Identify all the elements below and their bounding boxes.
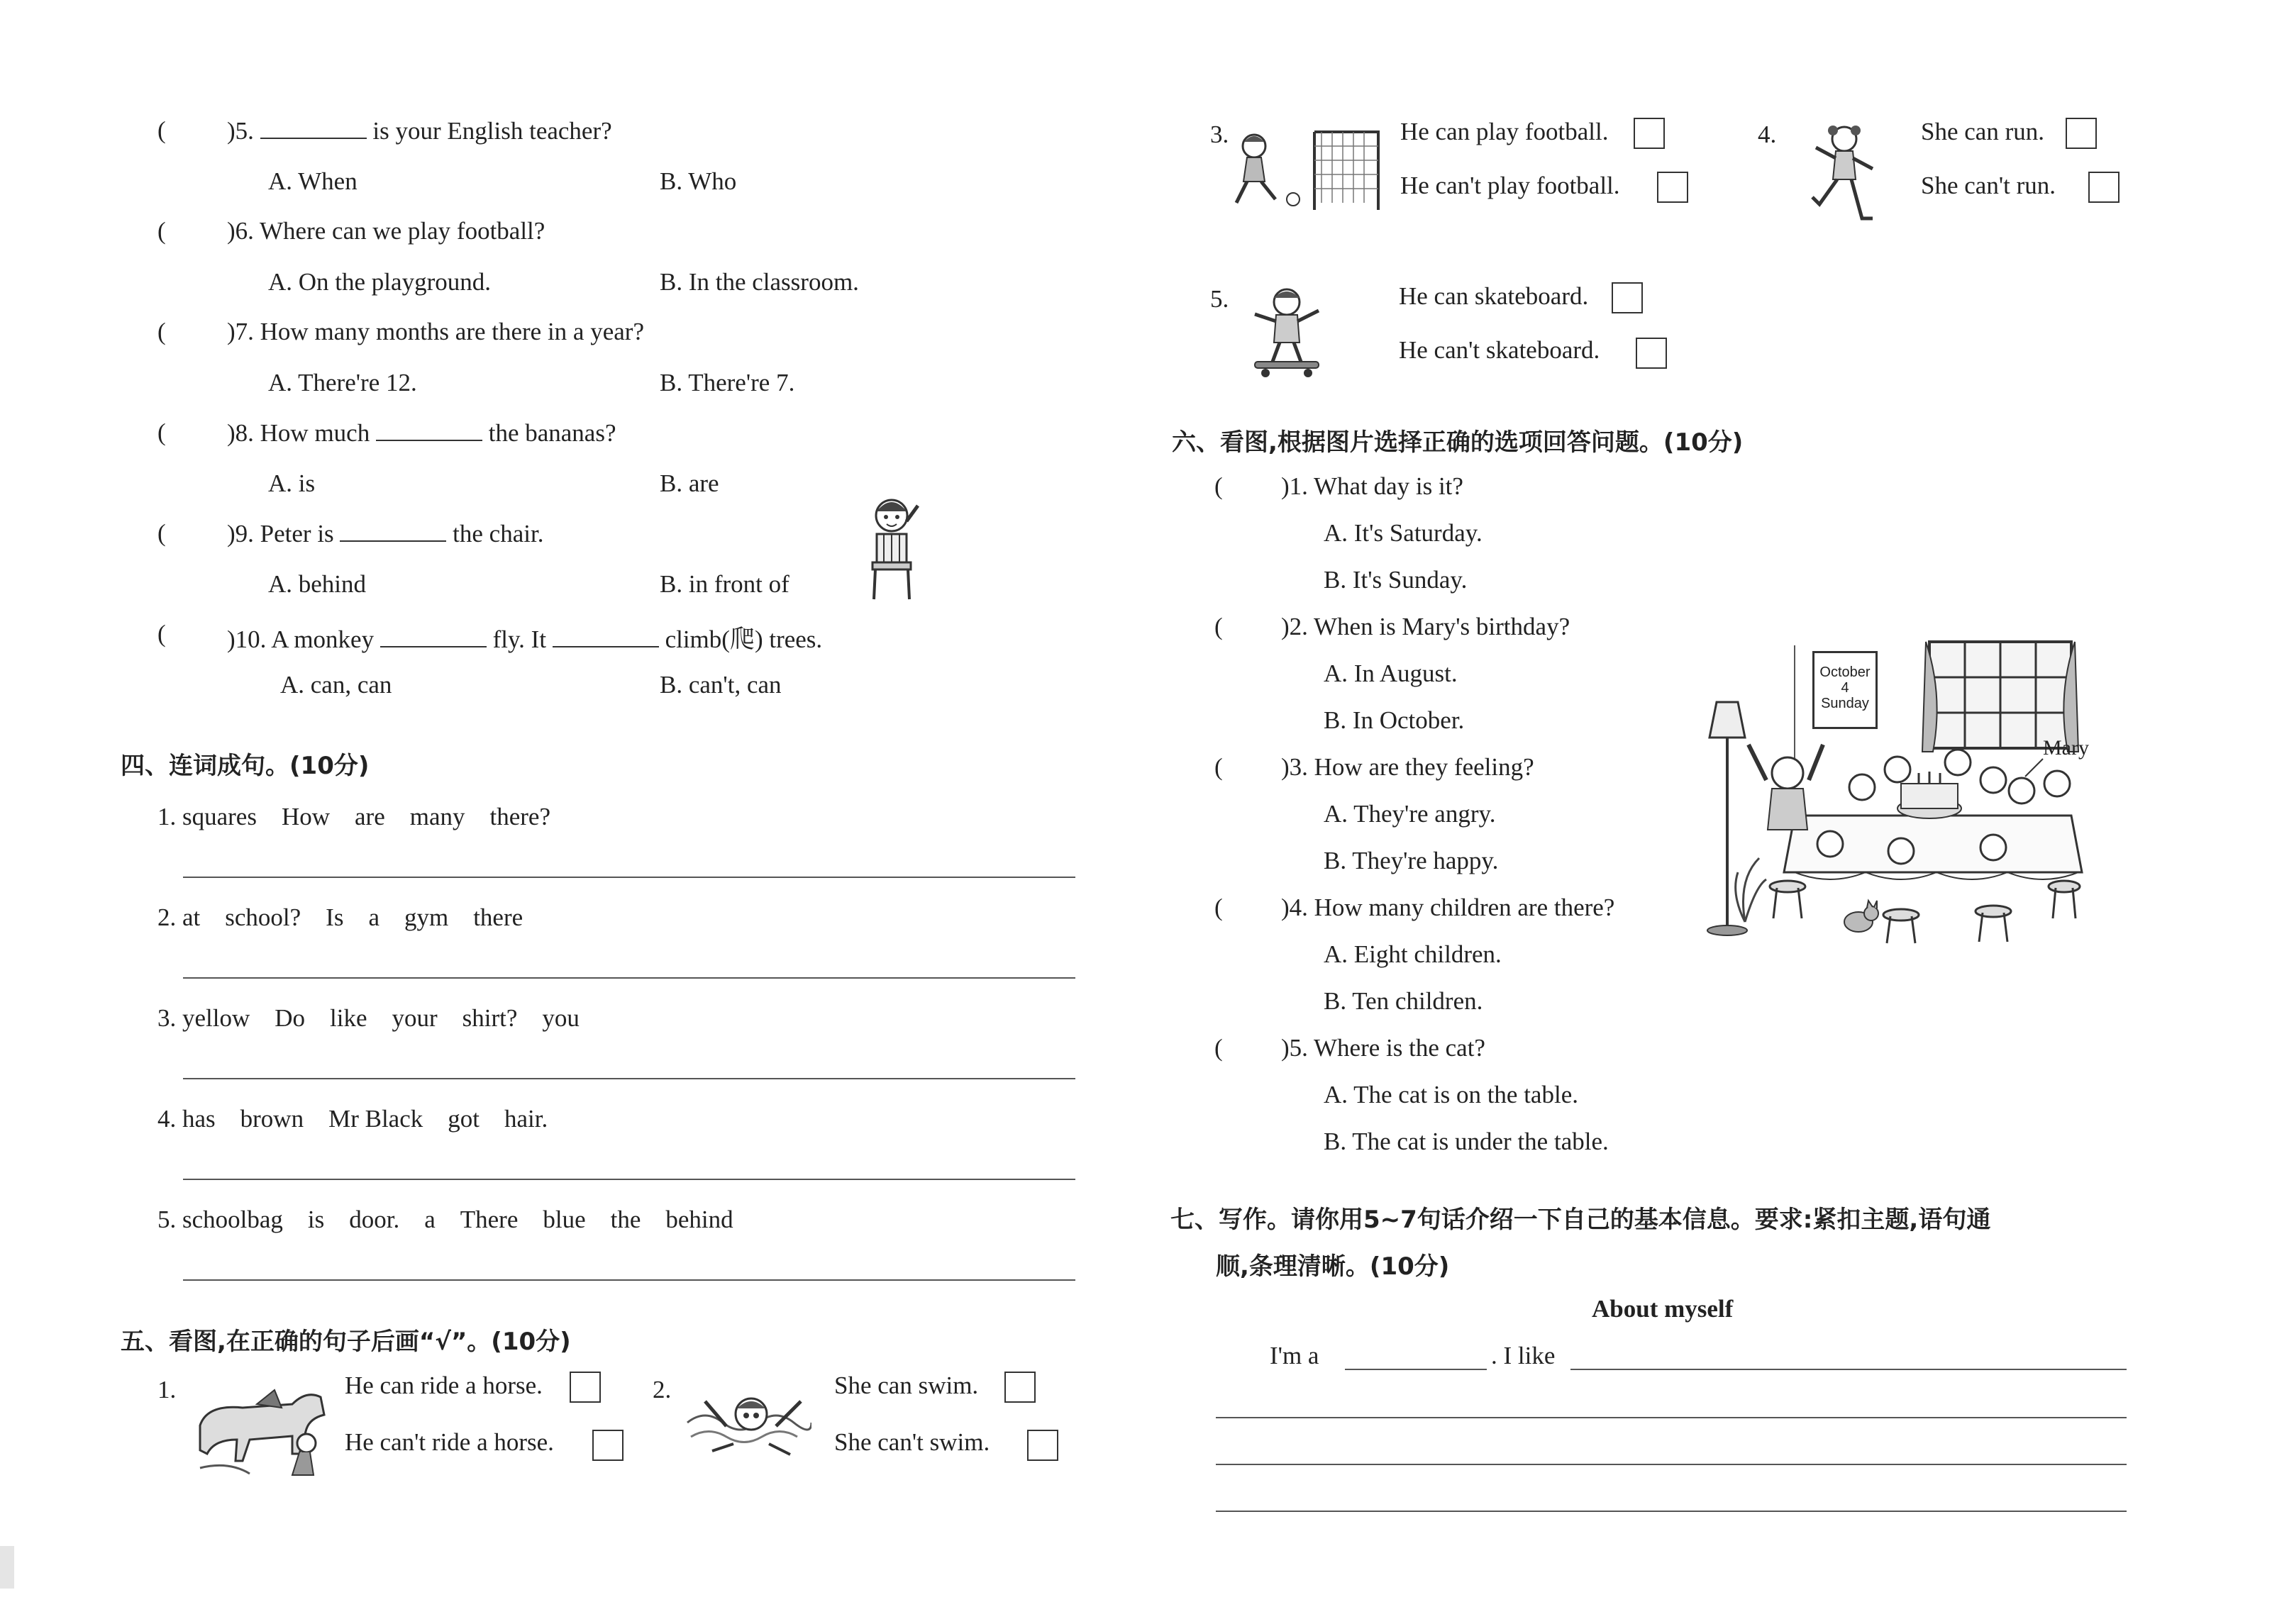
section-title: 七、写作。请你用5~7句话介绍一下自己的基本信息。要求:紧扣主题,语句通 — [1170, 1206, 1991, 1234]
tick-box[interactable] — [1027, 1430, 1058, 1461]
fill-blank[interactable] — [380, 625, 487, 647]
option-a[interactable]: A. On the playground. — [268, 268, 491, 296]
answer-paren: ( — [157, 217, 166, 245]
option-b[interactable]: B. There're 7. — [660, 369, 795, 396]
answer-paren: ( — [1214, 1034, 1223, 1062]
writing-line[interactable] — [1216, 1417, 2127, 1418]
word-list: 2. at school? Is a gym there — [157, 903, 523, 931]
item-number: 3. — [1210, 121, 1229, 148]
option-b[interactable]: B. in front of — [660, 570, 789, 598]
word-list: 5. schoolbag is door. a There blue the behind — [157, 1206, 733, 1233]
option-a[interactable]: A. They're angry. — [1324, 800, 1496, 828]
question-text: )7. How many months are there in a year? — [227, 318, 644, 345]
writing-line[interactable] — [1570, 1369, 2127, 1370]
option-b[interactable]: B. It's Sunday. — [1324, 566, 1468, 594]
option-b[interactable]: B. Who — [660, 167, 737, 195]
football-player-icon — [1226, 125, 1389, 217]
answer-paren: ( — [157, 116, 166, 144]
question-text: )9. Peter is the chair. — [227, 520, 544, 547]
tick-box[interactable] — [2088, 172, 2120, 203]
sentence-can: He can skateboard. — [1399, 282, 1589, 310]
answer-line[interactable] — [183, 877, 1075, 878]
section-title-cont: 顺,条理清晰。(10分) — [1216, 1252, 1450, 1281]
tick-box[interactable] — [1004, 1372, 1036, 1403]
answer-line[interactable] — [183, 977, 1075, 979]
page-edge-marker — [0, 1546, 14, 1589]
section-title: 六、看图,根据图片选择正确的选项回答问题。(10分) — [1172, 428, 1744, 457]
question-text: )8. How much the bananas? — [227, 419, 616, 447]
item-number: 5. — [1210, 285, 1229, 313]
item-number: 2. — [653, 1376, 672, 1403]
mary-label: Mary — [2043, 736, 2089, 760]
question-text: )2. When is Mary's birthday? — [1281, 613, 1570, 640]
option-a[interactable]: A. Eight children. — [1324, 940, 1502, 968]
writing-start: I'm a — [1270, 1342, 1319, 1369]
item-number: 1. — [157, 1376, 177, 1403]
birthday-party-illustration — [1688, 638, 2100, 950]
answer-paren: ( — [157, 318, 166, 345]
tick-box[interactable] — [1636, 338, 1667, 369]
answer-paren: ( — [157, 418, 166, 446]
calendar-day: 4 — [1841, 680, 1849, 696]
word-list: 1. squares How are many there? — [157, 803, 550, 830]
sentence-cant: He can't play football. — [1400, 172, 1620, 199]
fill-blank[interactable] — [340, 519, 446, 542]
tick-box[interactable] — [592, 1430, 624, 1461]
answer-paren: ( — [1214, 753, 1223, 781]
option-a[interactable]: A. can, can — [280, 671, 392, 699]
fill-blank[interactable] — [376, 418, 482, 441]
tick-box[interactable] — [570, 1372, 601, 1403]
answer-line[interactable] — [183, 1078, 1075, 1079]
writing-heading: About myself — [1592, 1295, 1734, 1323]
tick-box[interactable] — [1612, 282, 1643, 313]
option-b[interactable]: B. In the classroom. — [660, 268, 859, 296]
sentence-can: He can play football. — [1400, 118, 1609, 145]
calendar-weekday: Sunday — [1821, 696, 1869, 711]
option-b[interactable]: B. are — [660, 469, 719, 497]
question-text: )5. Where is the cat? — [1281, 1034, 1485, 1062]
item-number: 4. — [1758, 121, 1777, 148]
calendar — [1812, 651, 1878, 729]
answer-paren: ( — [1214, 894, 1223, 921]
sentence-cant: He can't ride a horse. — [345, 1428, 554, 1456]
question-text: )5. is your English teacher? — [227, 117, 612, 145]
answer-paren: ( — [157, 620, 166, 647]
option-b[interactable]: B. The cat is under the table. — [1324, 1128, 1609, 1155]
swimmer-icon — [684, 1380, 811, 1465]
sentence-cant: She can't run. — [1921, 172, 2056, 199]
option-b[interactable]: B. In October. — [1324, 706, 1465, 734]
fill-blank[interactable] — [553, 625, 659, 647]
writing-start-cont: . I like — [1491, 1342, 1556, 1369]
question-text: )6. Where can we play football? — [227, 217, 545, 245]
answer-paren: ( — [1214, 472, 1223, 500]
answer-paren: ( — [157, 519, 166, 547]
boy-behind-chair-icon — [860, 493, 924, 606]
question-text: )4. How many children are there? — [1281, 894, 1615, 921]
section-title: 四、连词成句。(10分) — [121, 752, 370, 780]
option-a[interactable]: A. It's Saturday. — [1324, 519, 1483, 547]
sentence-cant: He can't skateboard. — [1399, 336, 1600, 364]
sentence-can: He can ride a horse. — [345, 1372, 543, 1399]
option-b[interactable]: B. Ten children. — [1324, 987, 1483, 1015]
answer-line[interactable] — [183, 1279, 1075, 1281]
word-list: 3. yellow Do like your shirt? you — [157, 1004, 580, 1032]
tick-box[interactable] — [1634, 118, 1665, 149]
sentence-can: She can swim. — [834, 1372, 979, 1399]
tick-box[interactable] — [1657, 172, 1688, 203]
writing-blank[interactable] — [1345, 1369, 1487, 1370]
option-a[interactable]: A. In August. — [1324, 660, 1458, 687]
skateboarder-icon — [1244, 282, 1329, 382]
question-text: )1. What day is it? — [1281, 472, 1463, 500]
option-b[interactable]: B. They're happy. — [1324, 847, 1499, 874]
runner-icon — [1802, 119, 1887, 226]
option-a[interactable]: A. The cat is on the table. — [1324, 1081, 1578, 1108]
word-list: 4. has brown Mr Black got hair. — [157, 1105, 548, 1133]
question-text: )3. How are they feeling? — [1281, 753, 1534, 781]
horse-rider-icon — [186, 1376, 335, 1482]
option-b[interactable]: B. can't, can — [660, 671, 782, 699]
sentence-can: She can run. — [1921, 118, 2044, 145]
question-text: )10. A monkey fly. It climb(爬) trees. — [227, 625, 823, 653]
tick-box[interactable] — [2066, 118, 2097, 149]
section-title: 五、看图,在正确的句子后画“√”。(10分) — [121, 1328, 571, 1356]
writing-line[interactable] — [1216, 1511, 2127, 1512]
option-a[interactable]: A. is — [268, 469, 316, 497]
answer-line[interactable] — [183, 1179, 1075, 1180]
sentence-cant: She can't swim. — [834, 1428, 990, 1456]
option-a[interactable]: A. There're 12. — [268, 369, 417, 396]
calendar-month: October — [1819, 664, 1871, 680]
answer-paren: ( — [1214, 613, 1223, 640]
writing-line[interactable] — [1216, 1464, 2127, 1465]
option-a[interactable]: A. When — [268, 167, 358, 195]
fill-blank[interactable] — [260, 116, 367, 139]
option-a[interactable]: A. behind — [268, 570, 367, 598]
